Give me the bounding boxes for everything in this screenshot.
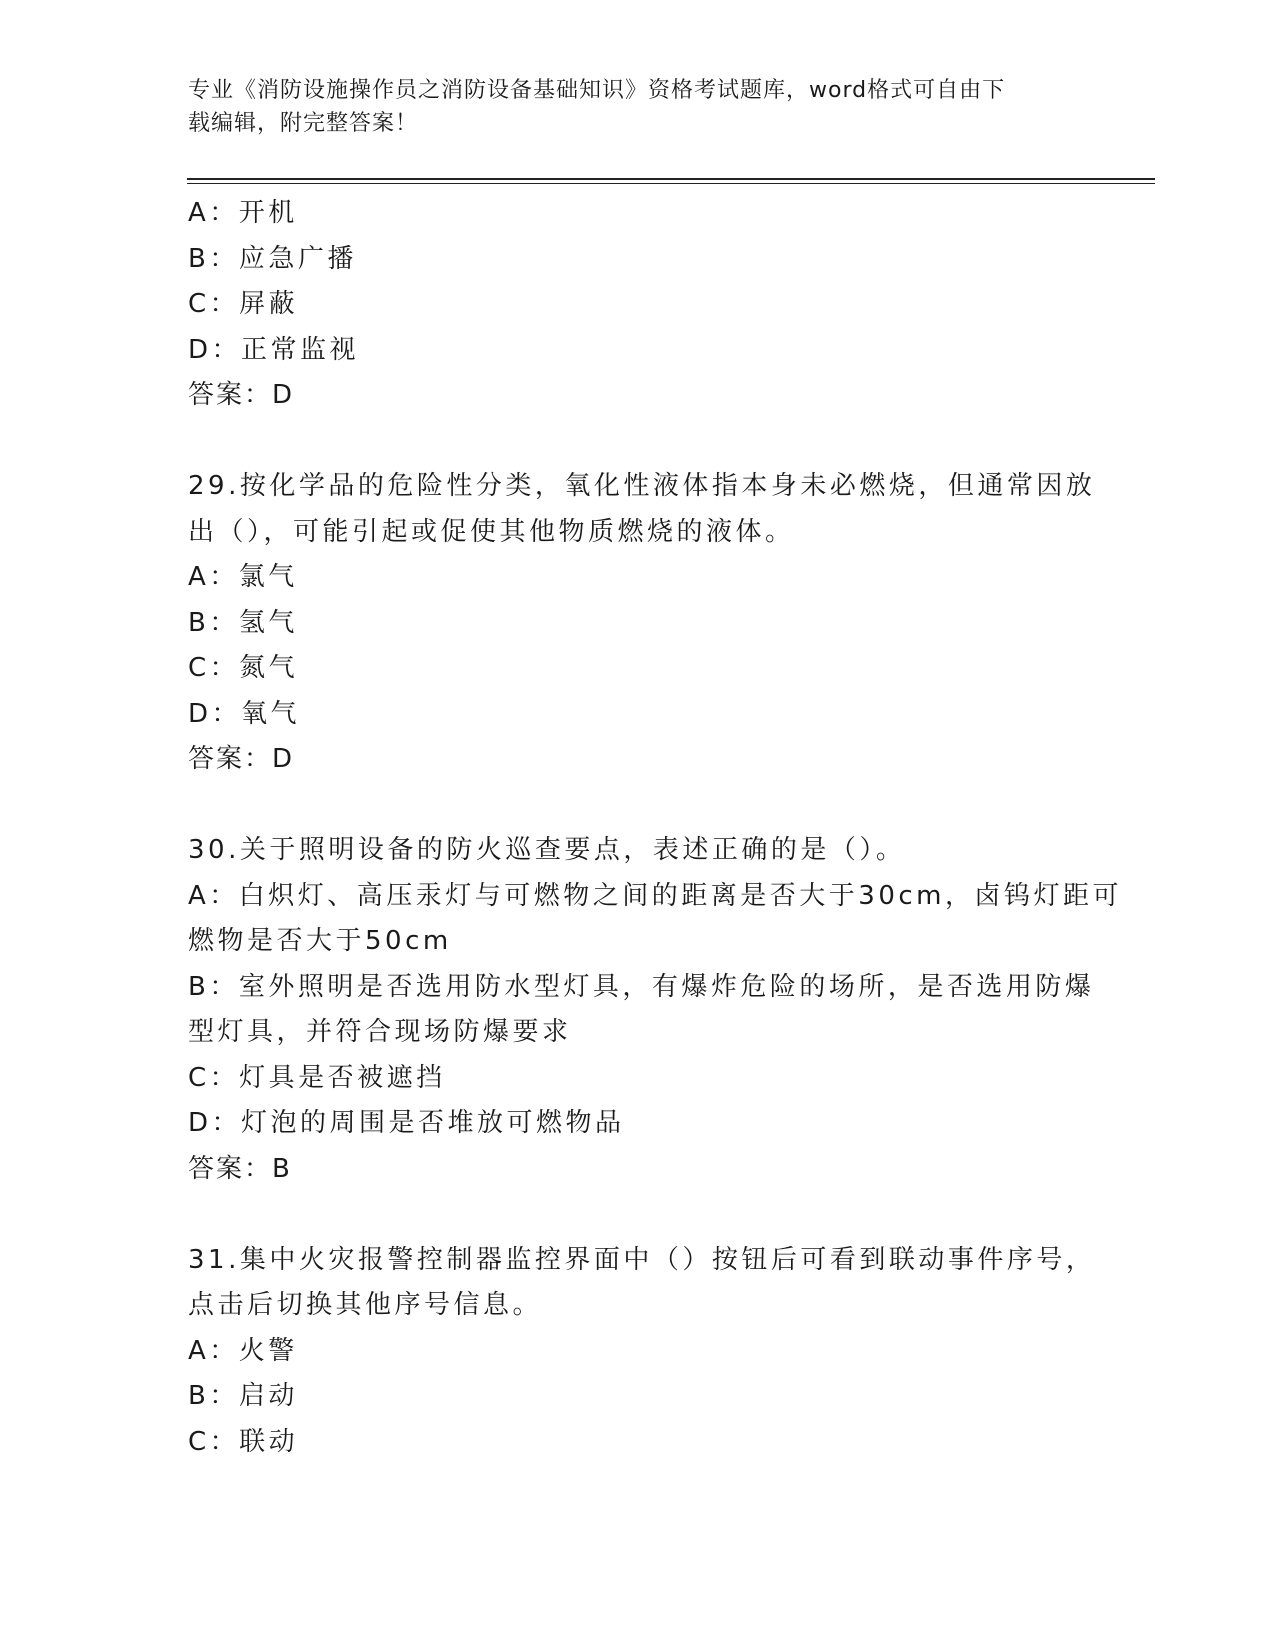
option-c: C：氮气: [188, 653, 299, 683]
document-header: [188, 74, 1068, 140]
question-stem-line-1: 31.集中火灾报警控制器监控界面中（）按钮后可看到联动事件序号，: [188, 1244, 1096, 1275]
option-c: C：屏蔽: [188, 289, 299, 319]
question-stem: 30.关于照明设备的防火巡查要点，表述正确的是（）。: [188, 835, 906, 865]
question-29: [188, 464, 1096, 783]
answer: 答案：D: [188, 380, 295, 410]
option-a: A：火警: [188, 1335, 298, 1366]
option-b-line-1: B：室外照明是否选用防水型灯具，有爆炸危险的场所，是否选用防爆: [188, 971, 1095, 1002]
option-d: D：正常监视: [188, 334, 360, 365]
question-stem-line-2: 点击后切换其他序号信息。: [188, 1290, 543, 1320]
header-line-1: 专业《消防设施操作员之消防设备基础知识》资格考试题库，word格式可自由下: [188, 78, 1006, 103]
spacer: [188, 419, 1088, 465]
question-stem-line-1: 29.按化学品的危险性分类，氧化性液体指本身未必燃烧，但通常因放: [188, 471, 1096, 501]
spacer: [188, 783, 1088, 829]
option-d: D：氧气: [188, 698, 301, 729]
option-b: B：应急广播: [188, 243, 357, 274]
question-list: [188, 191, 1122, 1465]
header-divider-thin: [187, 183, 1155, 184]
option-c: C：灯具是否被遮挡: [188, 1062, 446, 1093]
option-d: D：灯泡的周围是否堆放可燃物品: [188, 1108, 625, 1138]
question-30: [188, 828, 1122, 1192]
option-c: C：联动: [188, 1426, 299, 1457]
question-28: [188, 191, 1088, 419]
spacer: [188, 1192, 1088, 1238]
option-a-line-2: 燃物是否大于50cm: [188, 926, 452, 956]
option-a-line-1: A：白炽灯、高压汞灯与可燃物之间的距离是否大于30cm，卤钨灯距可: [188, 880, 1122, 911]
question-31: [188, 1238, 1096, 1466]
header-divider-thick: [187, 178, 1155, 180]
answer: 答案：D: [188, 744, 295, 774]
answer: 答案：B: [188, 1153, 292, 1184]
header-line-2: 载编辑，附完整答案！: [188, 111, 419, 136]
option-b: B：启动: [188, 1381, 298, 1411]
option-a: A：氯气: [188, 562, 298, 592]
option-a: A：开机: [188, 198, 298, 228]
option-b-line-2: 型灯具，并符合现场防爆要求: [188, 1017, 572, 1047]
option-b: B：氢气: [188, 607, 298, 638]
question-stem-line-2: 出（），可能引起或促使其他物质燃烧的液体。: [188, 516, 795, 547]
